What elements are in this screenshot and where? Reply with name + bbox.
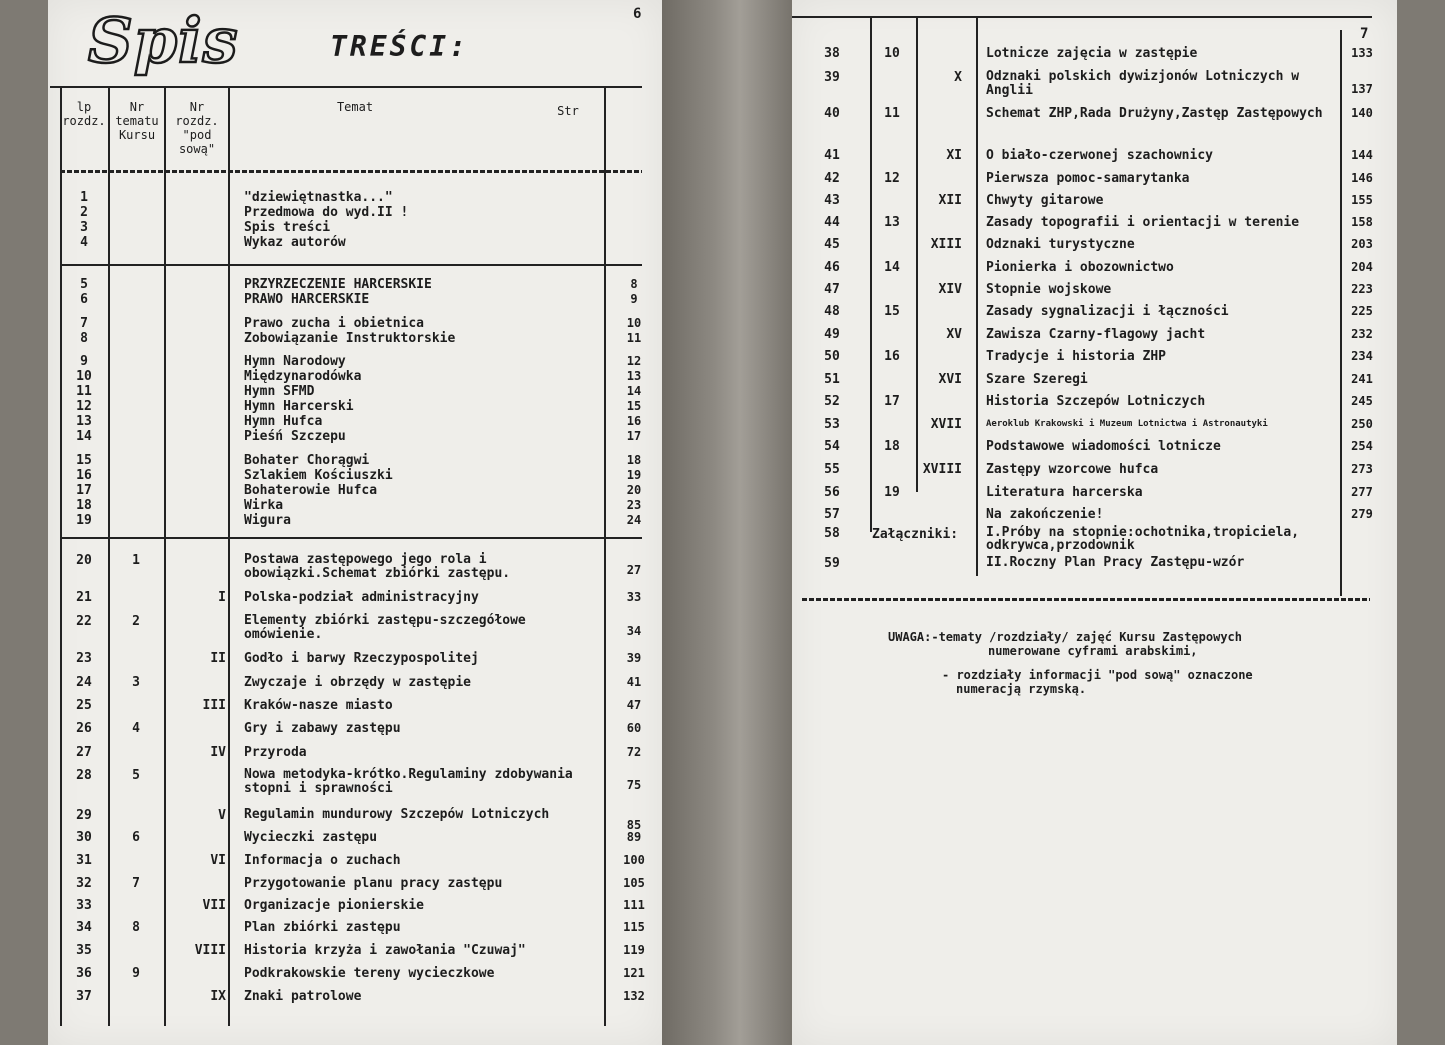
topic-title: Przedmowa do wyd.II ! [244,205,409,220]
topic-title: Pieśń Szczepu [244,429,346,444]
row-number: 38 [824,46,840,61]
page-ref: 144 [1351,148,1373,162]
row-number: 37 [76,989,92,1004]
podsowa-number: VIII [194,943,226,958]
row-number: 4 [80,235,88,250]
header-lp: lp rozdz. [62,100,106,128]
attachments-label: Załączniki: [872,527,959,542]
page-ref: 158 [1351,215,1373,229]
topic-title: Hymn Harcerski [244,399,354,414]
row-number: 30 [76,830,92,845]
page-ref: 19 [626,468,642,482]
page-ref: 146 [1351,171,1373,185]
page-ref: 121 [623,966,645,980]
page-ref: 115 [623,920,645,934]
note-line-4: numeracją rzymską. [956,682,1087,696]
note-line-3: - rozdziały informacji "pod sową" oznaczone [942,668,1253,682]
row-number: 27 [76,745,92,760]
topic-title: Międzynarodówka [244,369,362,384]
topic-title: Podstawowe wiadomości lotnicze [986,439,1221,454]
topic-title: Lotnicze zajęcia w zastępie [986,46,1198,61]
topic-title: O biało-czerwonej szachownicy [986,148,1213,163]
page-ref: 10 [626,316,642,330]
topic-title: Pierwsza pomoc-samarytanka [986,171,1190,186]
podsowa-number: I [218,590,226,605]
col-rule-4 [604,86,606,1026]
kurs-number: 4 [132,721,140,736]
page-ref: 24 [626,513,642,527]
col-rule-2 [164,86,166,1026]
row-number: 10 [76,369,92,384]
topic-title: Historia Szczepów Lotniczych [986,394,1206,409]
topic-title: Polska-podział administracyjny [244,590,479,605]
page-ref: 111 [623,898,645,912]
kurs-number: 8 [132,920,140,935]
row-number: 8 [80,331,88,346]
row-number: 47 [824,282,840,297]
page-ref: 204 [1351,260,1373,274]
row-number: 32 [76,876,92,891]
row-number: 46 [824,260,840,275]
book-gutter [662,0,792,1045]
topic-title: Informacja o zuchach [244,853,401,868]
row-number: 31 [76,853,92,868]
kurs-number: 3 [132,675,140,690]
topic-title: Zwyczaje i obrzędy w zastępie [244,675,471,690]
kurs-number: 12 [884,171,900,186]
col-rule-3 [976,16,978,576]
row-number: 55 [824,462,840,477]
topic-title: Hymn Narodowy [244,354,346,369]
podsowa-number: V [218,808,226,823]
group-rule-2 [60,537,642,539]
page-ref: 89 [626,830,642,844]
page-ref: 39 [626,651,642,665]
podsowa-number: VI [210,853,226,868]
page-ref: 9 [630,292,638,306]
topic-title: Aeroklub Krakowski i Muzeum Lotnictwa i Astronautyki [986,419,1268,429]
page-ref: 23 [626,498,642,512]
page-ref: 75 [626,778,642,792]
page-ref: 18 [626,453,642,467]
row-number: 22 [76,614,92,629]
page-ref: 105 [623,876,645,890]
topic-title: Hymn Hufca [244,414,323,429]
row-number: 1 [80,190,88,205]
kurs-number: 19 [884,485,900,500]
page-ref: 85 [626,818,642,832]
attachment-title: II.Roczny Plan Pracy Zastępu-wzór [986,555,1245,570]
kurs-number: 5 [132,768,140,783]
kurs-number: 11 [884,106,900,121]
page-ref: 241 [1351,372,1373,386]
row-number: 16 [76,468,92,483]
topic-title: Schemat ZHP,Rada Drużyny,Zastęp Zastępowych [986,106,1323,121]
topic-title: Odznaki polskich dywizjonów Lotniczych w Anglii [986,69,1307,98]
podsowa-number: II [210,651,226,666]
topic-title: Przyroda [244,745,307,760]
row-number: 18 [76,498,92,513]
row-number: 21 [76,590,92,605]
podsowa-number: XV [946,327,962,342]
topic-title: Elementy zbiórki zastępu-szczegółowe omówienie. [244,613,534,642]
topic-title: Szlakiem Kościuszki [244,468,393,483]
topic-title: PRAWO HARCERSKIE [244,292,370,307]
row-number: 26 [76,721,92,736]
header-dashed-rule [60,170,642,173]
row-number: 52 [824,394,840,409]
topic-title: Szare Szeregi [986,372,1088,387]
page-ref: 34 [626,624,642,638]
page-ref: 277 [1351,485,1373,499]
row-number: 54 [824,439,840,454]
page-ref: 245 [1351,394,1373,408]
topic-title: Regulamin mundurowy Szczepów Lotniczych [244,807,550,822]
row-number: 33 [76,898,92,913]
row-number: 24 [76,675,92,690]
topic-title: Bohaterowie Hufca [244,483,378,498]
row-number: 14 [76,429,92,444]
row-number: 29 [76,808,92,823]
page-ref: 234 [1351,349,1373,363]
row-number: 17 [76,483,92,498]
row-number: 28 [76,768,92,783]
page-ref: 27 [626,563,642,577]
page-ref: 41 [626,675,642,689]
page-ref: 20 [626,483,642,497]
page-number: 6 [633,6,642,22]
podsowa-number: XII [938,193,962,208]
group-rule-1 [60,264,642,266]
row-number: 3 [80,220,88,235]
kurs-number: 10 [884,46,900,61]
row-number: 58 [824,526,840,541]
topic-title: Literatura harcerska [986,485,1143,500]
podsowa-number: X [954,70,962,85]
note-line-1: UWAGA:-tematy /rozdziały/ zajęć Kursu Zastępowych [888,630,1243,644]
topic-title: Wycieczki zastępu [244,830,378,845]
topic-title: Zastępy wzorcowe hufca [986,462,1159,477]
kurs-number: 7 [132,876,140,891]
page-ref: 223 [1351,282,1373,296]
topic-title: Na zakończenie! [986,507,1104,522]
row-number: 59 [824,556,840,571]
topic-title: Plan zbiórki zastępu [244,920,401,935]
title-tresci: TREŚCI: [330,30,470,63]
row-number: 5 [80,277,88,292]
row-number: 23 [76,651,92,666]
row-number: 57 [824,507,840,522]
row-number: 19 [76,513,92,528]
row-number: 48 [824,304,840,319]
row-number: 56 [824,485,840,500]
page-ref: 72 [626,745,642,759]
page-ref: 11 [626,331,642,345]
page-ref: 225 [1351,304,1373,318]
kurs-number: 6 [132,830,140,845]
topic-title: Organizacje pionierskie [244,898,425,913]
podsowa-number: XI [946,148,962,163]
topic-title: Pionierka i obozownictwo [986,260,1174,275]
page-ref: 279 [1351,507,1373,521]
row-number: 42 [824,171,840,186]
page-ref: 17 [626,429,642,443]
podsowa-number: IV [210,745,226,760]
row-number: 7 [80,316,88,331]
header-str: Str [557,104,579,118]
page-ref: 60 [626,721,642,735]
kurs-number: 16 [884,349,900,364]
topic-title: Zasady sygnalizacji i łączności [986,304,1229,319]
topic-title: Nowa metodyka-krótko.Regulaminy zdobywania stopni i sprawności [244,767,581,796]
kurs-number: 13 [884,215,900,230]
page-ref: 12 [626,354,642,368]
page-number: 7 [1360,26,1369,42]
row-number: 25 [76,698,92,713]
topic-title: Gry i zabawy zastępu [244,721,401,736]
podsowa-number: VII [202,898,226,913]
page-ref: 140 [1351,106,1373,120]
topic-title: Spis treści [244,220,331,235]
kurs-number: 18 [884,439,900,454]
col-rule-3 [228,86,230,1026]
podsowa-number: IX [210,989,226,1004]
topic-title: Tradycje i historia ZHP [986,349,1167,364]
topic-title: "dziewiętnastka..." [244,190,393,205]
row-number: 39 [824,70,840,85]
row-number: 50 [824,349,840,364]
row-number: 11 [76,384,92,399]
row-number: 12 [76,399,92,414]
topic-title: Postawa zastępowego jego rola i obowiązki.Schemat zbiórki zastępu. [244,552,511,581]
row-number: 45 [824,237,840,252]
topic-title: Godło i barwy Rzeczypospolitej [244,651,479,666]
table-top-rule [50,86,642,88]
page-ref: 137 [1351,82,1373,96]
page-ref: 132 [623,989,645,1003]
row-number: 53 [824,417,840,432]
podsowa-number: XIV [938,282,962,297]
row-number: 2 [80,205,88,220]
note-line-2: numerowane cyframi arabskimi, [988,644,1198,658]
page-ref: 33 [626,590,642,604]
left-page [48,0,662,1045]
row-number: 9 [80,354,88,369]
topic-title: Wigura [244,513,291,528]
page-ref: 100 [623,853,645,867]
podsowa-number: III [202,698,226,713]
page-ref: 273 [1351,462,1373,476]
right-page [792,0,1397,1045]
table-top-rule [792,16,1372,18]
kurs-number: 17 [884,394,900,409]
topic-title: Historia krzyża i zawołania "Czuwaj" [244,943,526,958]
topic-title: Przygotowanie planu pracy zastępu [244,876,503,891]
page-ref: 16 [626,414,642,428]
kurs-number: 1 [132,553,140,568]
page-ref: 13 [626,369,642,383]
topic-title: Hymn SFMD [244,384,315,399]
kurs-number: 9 [132,966,140,981]
topic-title: Kraków-nasze miasto [244,698,393,713]
row-number: 49 [824,327,840,342]
row-number: 34 [76,920,92,935]
topic-title: Zasady topografii i orientacji w terenie [986,215,1300,230]
page-ref: 203 [1351,237,1373,251]
page-ref: 15 [626,399,642,413]
bottom-dashed-rule [802,598,1370,601]
kurs-number: 2 [132,614,140,629]
topic-title: Zobowiązanie Instruktorskie [244,331,456,346]
topic-title: Odznaki turystyczne [986,237,1135,252]
page-ref: 119 [623,943,645,957]
page-ref: 155 [1351,193,1373,207]
row-number: 20 [76,553,92,568]
topic-title: Zawisza Czarny-flagowy jacht [986,327,1206,342]
page-ref: 254 [1351,439,1373,453]
topic-title: Prawo zucha i obietnica [244,316,425,331]
header-nr-podsowa: Nr rozdz. "pod sową" [175,100,219,156]
topic-title: Wirka [244,498,284,513]
row-number: 41 [824,148,840,163]
title-spis: Spis [88,4,239,77]
topic-title: Znaki patrolowe [244,989,362,1004]
page-ref: 232 [1351,327,1373,341]
page-ref: 250 [1351,417,1373,431]
kurs-number: 14 [884,260,900,275]
row-number: 15 [76,453,92,468]
podsowa-number: XVI [938,372,962,387]
row-number: 6 [80,292,88,307]
podsowa-number: XIII [930,237,962,252]
row-number: 35 [76,943,92,958]
header-nr-kursu: Nr tematu Kursu [115,100,159,142]
topic-title: Podkrakowskie tereny wycieczkowe [244,966,495,981]
topic-title: Bohater Chorągwi [244,453,370,468]
row-number: 43 [824,193,840,208]
row-number: 36 [76,966,92,981]
row-number: 51 [824,372,840,387]
attachment-title: I.Próby na stopnie:ochotnika,tropiciela, odkrywca,przodownik [986,525,1307,553]
topic-title: Wykaz autorów [244,235,346,250]
topic-title: Chwyty gitarowe [986,193,1104,208]
page-ref: 47 [626,698,642,712]
kurs-number: 15 [884,304,900,319]
row-number: 13 [76,414,92,429]
row-number: 40 [824,106,840,121]
podsowa-number: XVII [930,417,962,432]
podsowa-number: XVIII [922,462,962,477]
header-temat: Temat [336,100,374,114]
row-number: 44 [824,215,840,230]
page-ref: 8 [630,277,638,291]
page-ref: 133 [1351,46,1373,60]
topic-title: PRZYRZECZENIE HARCERSKIE [244,277,432,292]
col-rule-1 [108,86,110,1026]
page-ref: 14 [626,384,642,398]
topic-title: Stopnie wojskowe [986,282,1112,297]
